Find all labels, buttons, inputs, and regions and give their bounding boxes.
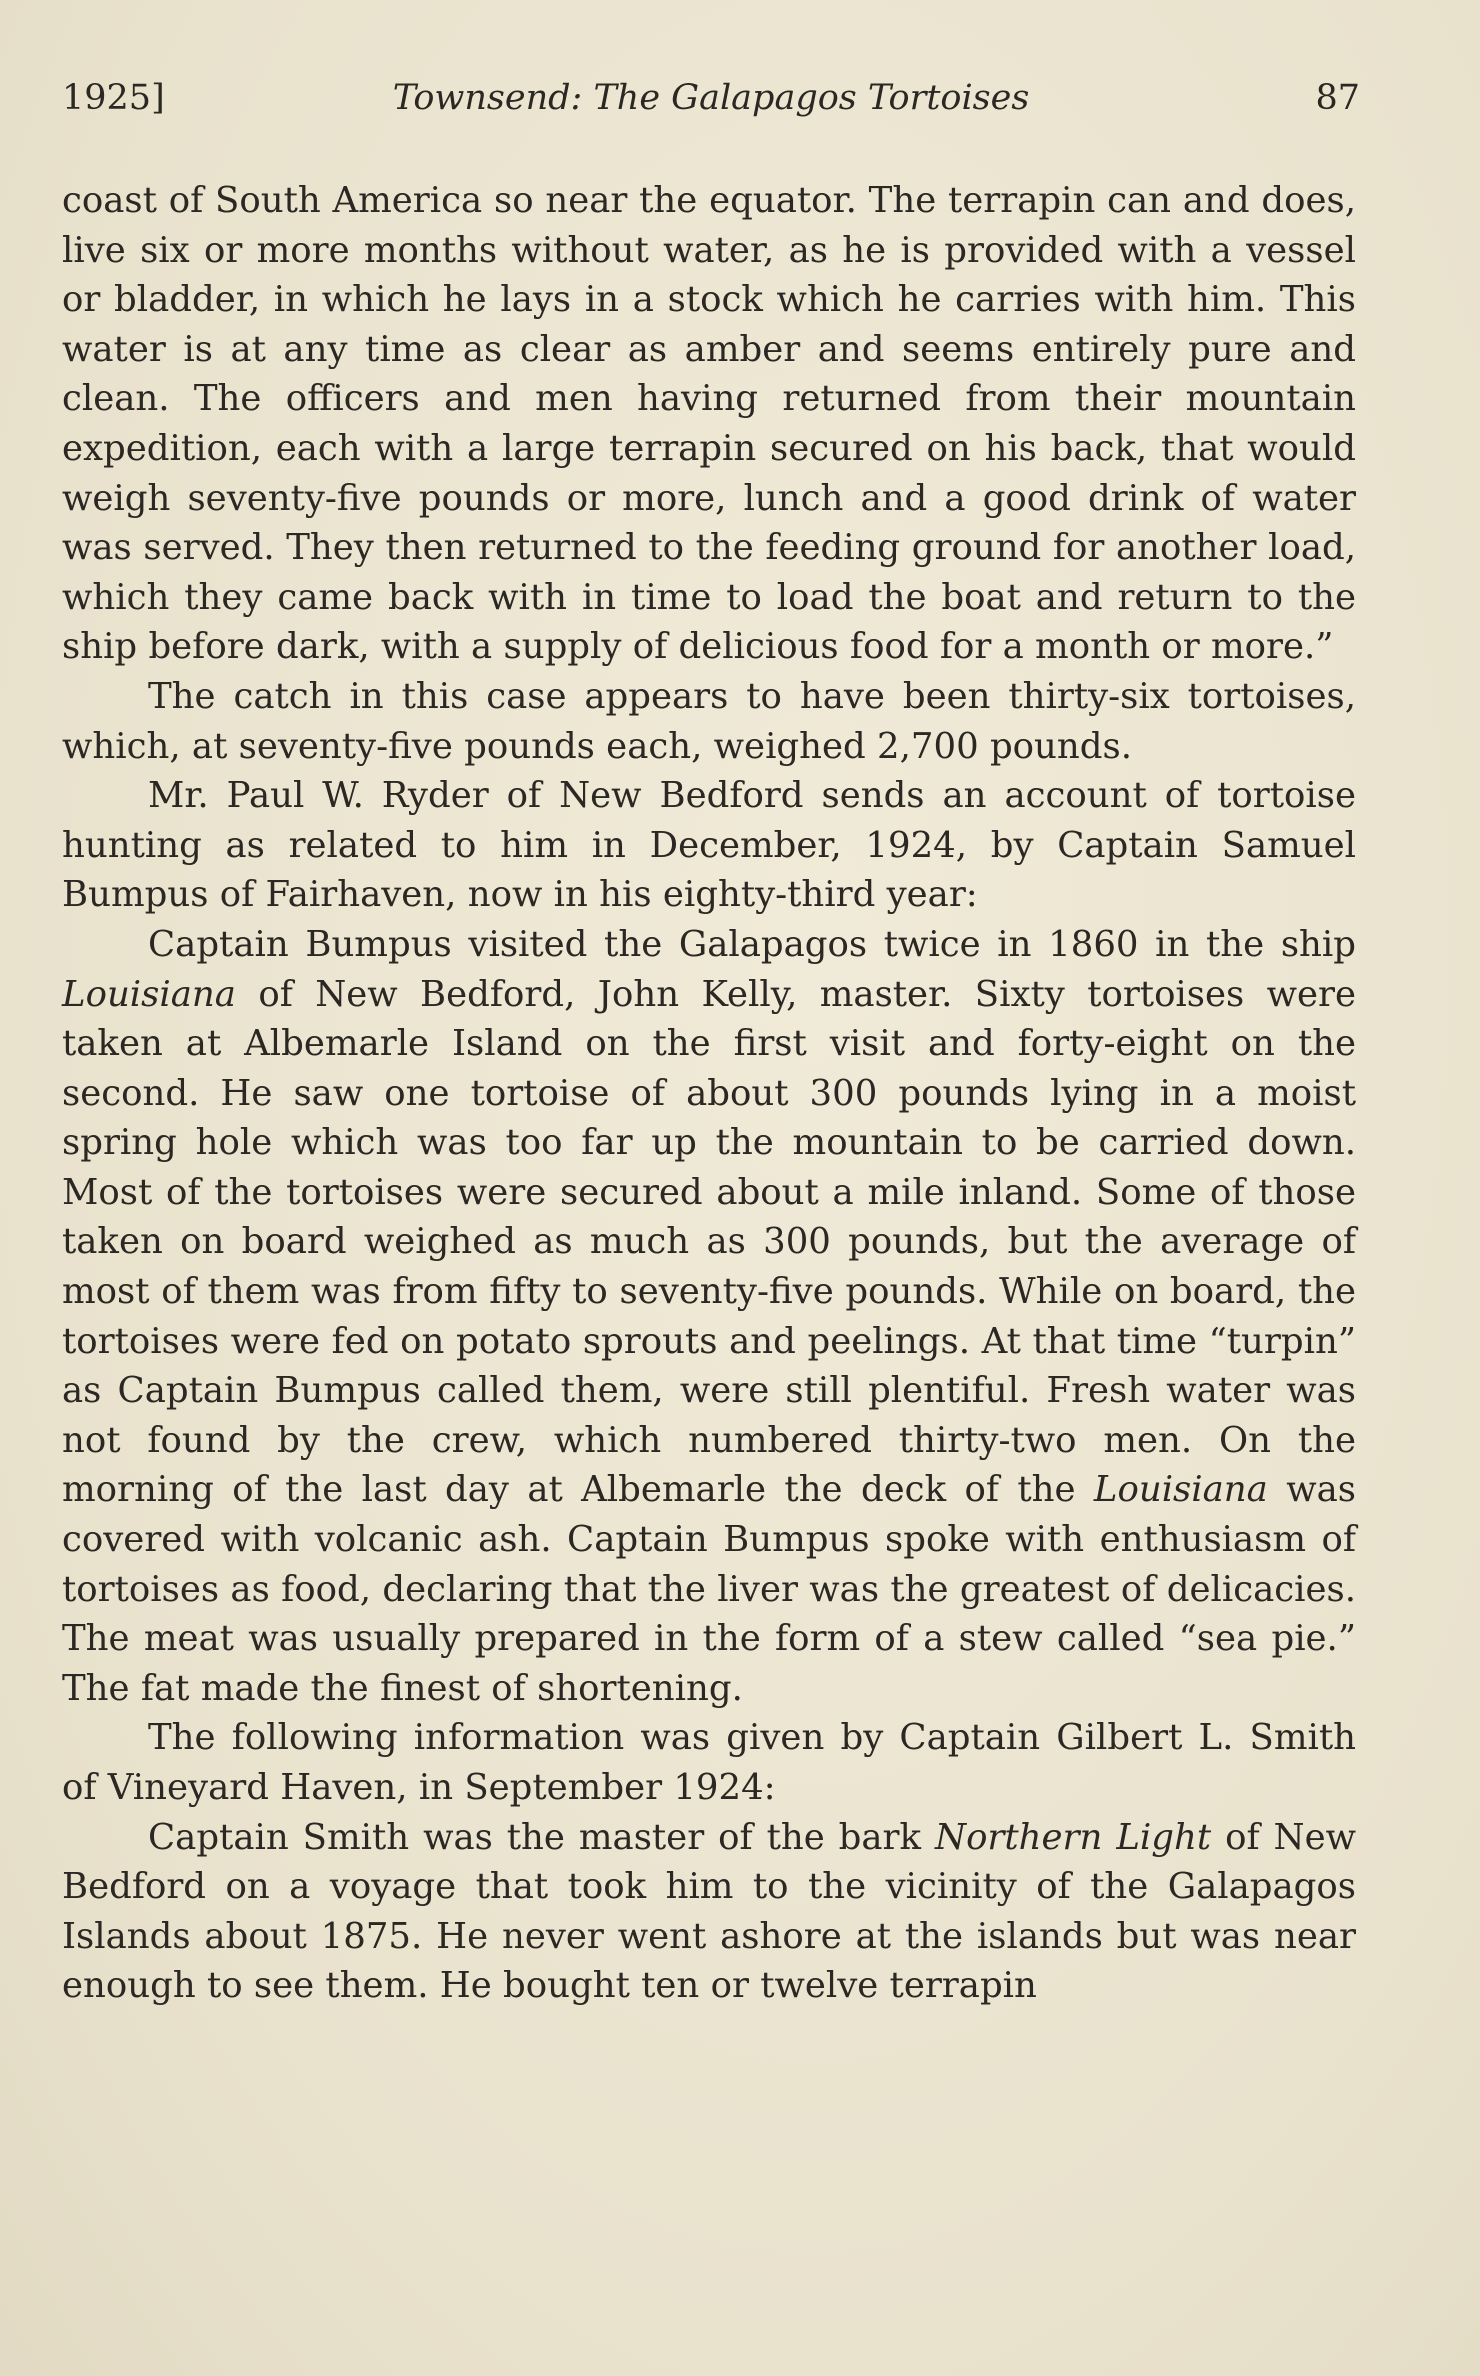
paragraph-6 (62, 1813, 1356, 2011)
paragraph-2: The catch in this case appears to have been thirty-six tortoises, which, at seventy-five pounds each, weighed 2,700 pounds. (62, 675, 1356, 767)
ship-name-louisiana-2: Louisiana (1093, 1469, 1268, 1511)
paragraph-3: Mr. Paul W. Ryder of New Bedford sends an account of tortoise hunting as related to him in December, 1924, by Captain Samuel Bumpus of Fairhaven, now in his eighty-third year: (62, 775, 1356, 916)
page-number: 87 (1315, 78, 1360, 118)
running-header (62, 78, 1360, 134)
paragraph-4-text-b: of New Bedford, John Kelly, master. Sixty tortoises were taken at Albemarle Island on the first visit and forty-eight on the second. He saw one tortoise of about 300 pounds lying in a moist spring hole which was too far up the mountain to be carried down. Most of the tortoises were secured about a mile inland. Some of those taken on board weighed as much as 300 pounds, but the average of most of them was from fifty to seventy-five pounds. While on board, the tortoises were fed on potato sprouts and peelings. At that time “turpin” as Captain Bumpus called them, were still plentiful. Fresh water was not found by the crew, which numbered thirty-two men. On the morning of the last day at Albemarle the deck of the (62, 973, 1356, 1511)
paragraph-4-text-a: Captain Bumpus visited the Galapagos twice in 1860 in the ship (148, 923, 1356, 965)
paragraph-1: coast of South America so near the equator. The terrapin can and does, live six or more months without water, as he is provided with a vessel or bladder, in which he lays in a stock which he carries with him. This water is at any time as clear as amber and seems entirely pure and clean. The officers and men having returned from their mountain expedition, each with a large terrapin secured on his back, that would weigh seventy-five pounds or more, lunch and a good drink of water was served. They then returned to the feeding ground for another load, which they came back with in time to load the boat and return to the ship before dark, with a supply of delicious food for a month or more.” (62, 180, 1356, 668)
ship-name-louisiana: Louisiana (62, 973, 236, 1015)
running-title: Townsend: The Galapagos Tortoises (392, 78, 1030, 118)
paragraph-6-text-a: Captain Smith was the master of the bark (148, 1816, 935, 1858)
paragraph-6-text-b: of New Bedford on a voyage that took him to the vicinity of the Galapagos Islands about 1875. He never went ashore at the islands but was near enough to see them. He bought ten or twelve terrapin (62, 1816, 1356, 2007)
header-year: 1925] (62, 78, 165, 118)
paragraph-4-text-c: was covered with volcanic ash. Captain Bumpus spoke with enthusiasm of tortoises as food, declaring that the liver was the greatest of delicacies. The meat was usually prepared in the form of a stew called “sea pie.” The fat made the finest of shortening. (62, 1469, 1356, 1709)
body-text (62, 176, 1356, 2011)
paragraph-4 (62, 920, 1356, 1714)
paragraph-5: The following information was given by Captain Gilbert L. Smith of Vineyard Haven, in September 1924: (62, 1717, 1356, 1808)
ship-name-northern-light: Northern Light (935, 1816, 1212, 1858)
